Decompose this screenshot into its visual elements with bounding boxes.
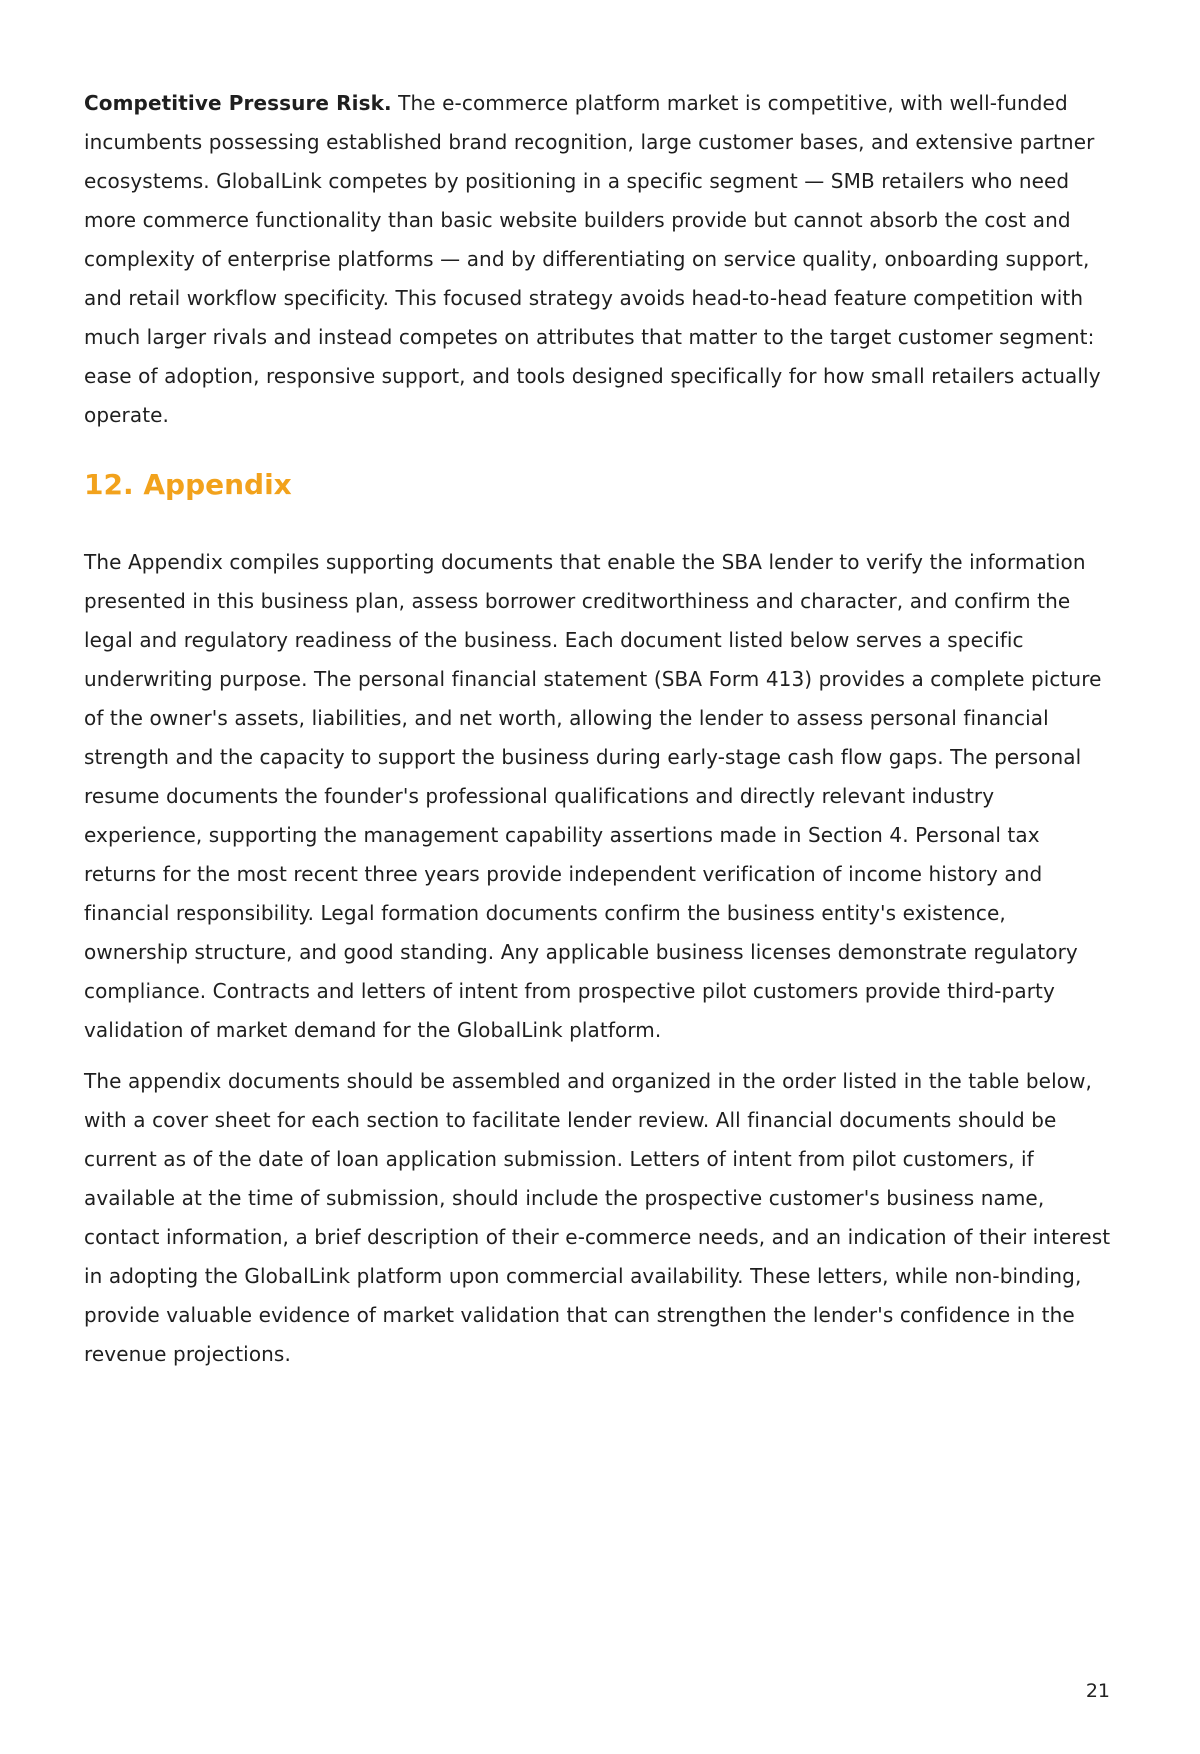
- appendix-paragraph-2: The appendix documents should be assembled and organized in the order listed in the table below, with a cover sheet for each section to facilitate lender review. All financial documents should be current as of the date of loan application submission. Letters of intent from pilot customers, if available at the time of submission, should include the prospective customer's business name, contact information, a brief description of their e-commerce needs, and an indication of their interest in adopting the GlobalLink platform upon commercial availability. These letters, while non-binding, provide valuable evidence of market validation that can strengthen the lender's confidence in the revenue projections.: [84, 1069, 1111, 1366]
- section-heading: 12. Appendix: [84, 468, 292, 501]
- competitive-risk-text: The e-commerce platform market is competitive, with well-funded incumbents possessing established brand recognition, large customer bases, and extensive partner ecosystems. GlobalLink competes by positioning in a specific segment — SMB retailers who need more commerce functionality than basic website builders provide but cannot absorb the cost and complexity of enterprise platforms — and by differentiating on service quality, onboarding support, and retail workflow specificity. This focused strategy avoids head-to-head feature competition with much larger rivals and instead competes on attributes that matter to the target customer segment: ease of adoption, responsive support, and tools designed specifically for how small retailers actually operate.: [84, 91, 1101, 427]
- appendix-paragraph-1: The Appendix compiles supporting documents that enable the SBA lender to verify the information presented in this business plan, assess borrower creditworthiness and character, and confirm the legal and regulatory readiness of the business. Each document listed below serves a specific underwriting purpose. The personal financial statement (SBA Form 413) provides a complete picture of the owner's assets, liabilities, and net worth, allowing the lender to assess personal financial strength and the capacity to support the business during early-stage cash flow gaps. The personal resume documents the founder's professional qualifications and directly relevant industry experience, supporting the management capability assertions made in Section 4. Personal tax returns for the most recent three years provide independent verification of income history and financial responsibility. Legal formation documents confirm the business entity's existence, ownership structure, and good standing. Any applicable business licenses demonstrate regulatory compliance. Contracts and letters of intent from prospective pilot customers provide third-party validation of market demand for the GlobalLink platform.: [84, 550, 1102, 1042]
- document-page: [84, 84, 1114, 1374]
- competitive-risk-paragraph: [84, 84, 1114, 435]
- competitive-risk-lead: Competitive Pressure Risk.: [84, 91, 392, 115]
- page-number: 21: [1085, 1680, 1110, 1702]
